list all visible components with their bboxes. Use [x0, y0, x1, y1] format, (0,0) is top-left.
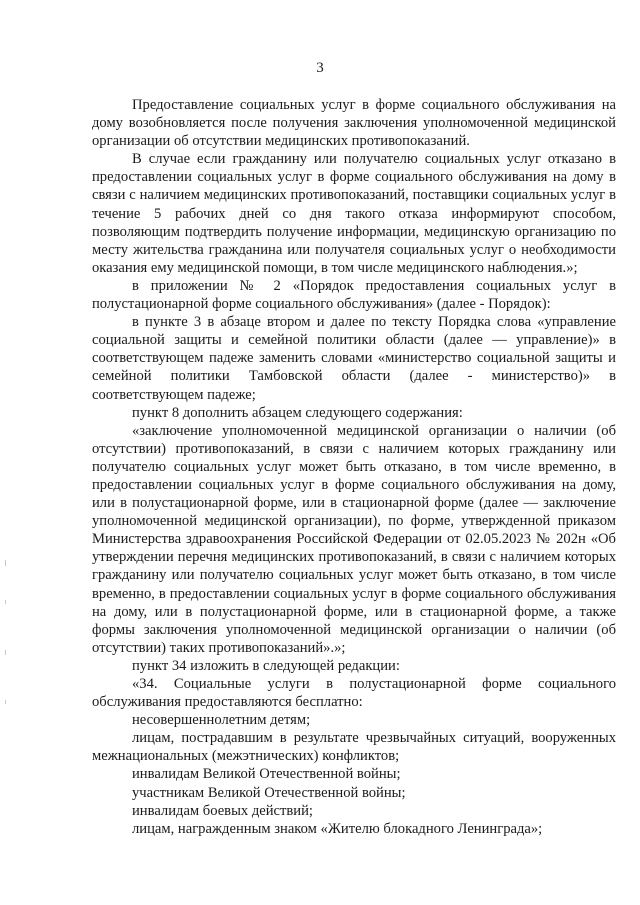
list-item: инвалидам боевых действий; [132, 802, 313, 819]
scan-margin-marks [4, 560, 8, 720]
paragraph: пункт 8 дополнить абзацем следующего содержания: [132, 404, 463, 421]
document-body [92, 96, 616, 838]
list-item: несовершеннолетним детям; [132, 712, 311, 729]
page-number: 3 [316, 60, 324, 76]
paragraph: «34. Социальные услуги в полустационарной форме социального обслуживания предоставляются бесплатно: [92, 676, 616, 711]
list-item: участникам Великой Отечественной войны; [132, 784, 406, 801]
paragraph: В случае если гражданину или получателю социальных услуг отказано в предоставлении социальных услуг в форме социального обслуживания на дому в связи с наличием медицинских противопоказаний, поставщики социальных услуг в течение 5 рабочих дней со дня такого отказа информируют способом, позволяющим подтвердить получение информации, медицинскую организацию по месту жительства гражданина или получателя социальных услуг о необходимости оказания ему медицинской помощи, в том числе медицинского наблюдения.»; [92, 151, 616, 276]
paragraph: в пункте 3 в абзаце втором и далее по тексту Порядка слова «управление социальной защиты и семейной политики области (далее — управление)» в соответствующем падеже заменить словами «министерство социальной защиты и семейной политики Тамбовской области (далее - министерство)» в соответствующем падеже; [92, 314, 616, 403]
list-item: лицам, награжденным знаком «Жителю блокадного Ленинграда»; [132, 820, 543, 837]
paragraph: пункт 34 изложить в следующей редакции: [132, 657, 400, 674]
paragraph: «заключение уполномоченной медицинской организации о наличии (об отсутствии) противопоказаний, в связи с наличием которых гражданину или получателю социальных услуг может быть отказано, в том числе временно, в предоставлении социальных услуг в форме социального обслуживания на дому, или в полустационарной форме, или в стационарной форме (далее — заключение уполномоченной медицинской организации), по форме, утвержденной приказом Министерства здравоохранения Российской Федерации от 02.05.2023 № 202н «Об утверждении перечня медицинских противопоказаний, в связи с наличием которых гражданину или получателю социальных услуг может быть отказано, в том числе временно, в предоставлении социальных услуг в форме социального обслуживания на дому, или в полустационарной форме, или в стационарной форме, а также формы заключения уполномоченной медицинской организации о наличии (об отсутствии) таких противопоказаний».»; [92, 422, 616, 656]
paragraph: Предоставление социальных услуг в форме социального обслуживания на дому возобновляется после получения заключения уполномоченной медицинской организации об отсутствии медицинских противопоказаний. [92, 97, 616, 150]
list-item: лицам, пострадавшим в результате чрезвычайных ситуаций, вооруженных межнациональных (межэтнических) конфликтов; [92, 730, 616, 765]
list-item: инвалидам Великой Отечественной войны; [132, 766, 401, 783]
paragraph: в приложении № 2 «Порядок предоставления социальных услуг в полустационарной форме социального обслуживания» (далее - Порядок): [92, 277, 616, 313]
